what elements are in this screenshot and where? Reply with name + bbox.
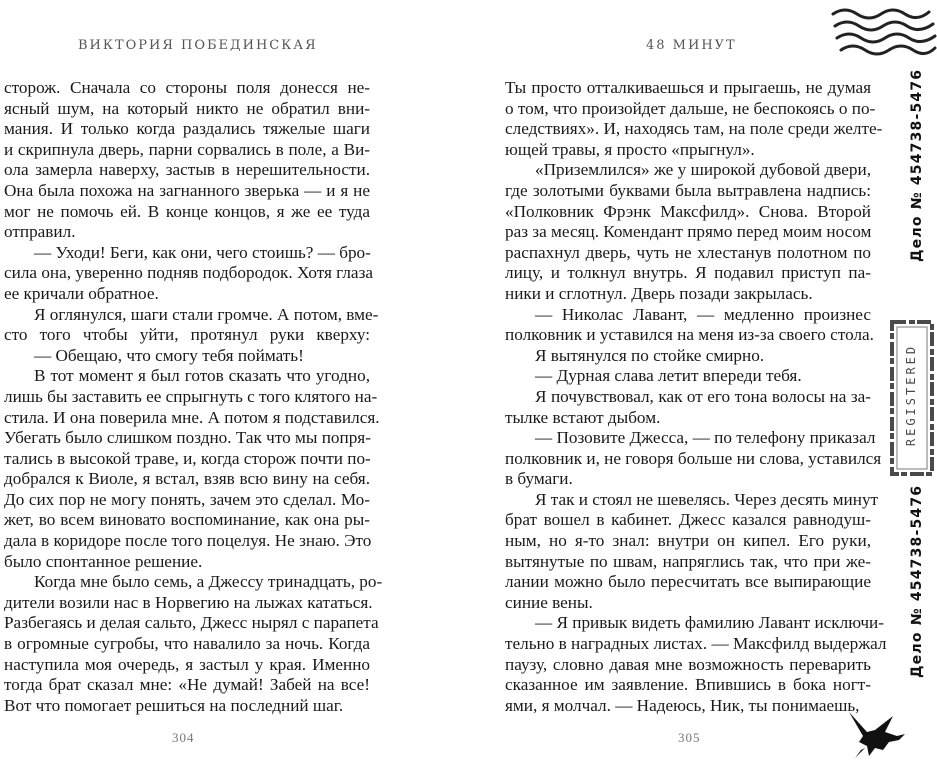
registered-stamp-text: REGISTERED: [904, 343, 918, 447]
text-line: жет, во всем виновато воспоминание, как она ры-: [4, 510, 370, 530]
case-number-label-top: Дело № 454738-5476: [909, 68, 925, 262]
text-line: — Я привык видеть фамилию Лавант исключи-: [535, 613, 884, 633]
text-line: полковник и уставился на меня из-за своего стола.: [505, 325, 874, 345]
text-line: добрался к Виоле, я встал, взяв всю вину на себя.: [4, 469, 370, 489]
text-line: где золотыми буквами была вытравлена надпись:: [505, 180, 871, 200]
left-page: [0, 0, 468, 765]
text-line: Когда мне было семь, а Джессу тринадцать, ро-: [34, 572, 383, 592]
left-body-text: [4, 78, 383, 716]
text-line: — Дурная слава летит впереди тебя.: [535, 366, 802, 386]
text-line: сто того чтобы уйти, протянул руки кверху:: [4, 325, 370, 345]
text-line: Ты просто отталкиваешься и прыгаешь, не думая: [505, 78, 871, 97]
text-line: распахнул дверь, чуть не хлестанув полотном по: [505, 242, 871, 262]
text-line: дители возили нас в Норвегию на лыжах кататься.: [4, 592, 373, 612]
text-line: — Позовите Джесса, — по телефону приказал: [535, 428, 876, 448]
text-line: «Полковник Фрэнк Максфилд». Снова. Второй: [505, 201, 871, 221]
text-line: тельно в наградных листах. — Максфилд выдержал: [505, 634, 887, 654]
page-number-left: 304: [172, 730, 195, 745]
text-line: лании можно было пересчитать все выпирающие: [505, 572, 871, 592]
text-line: ным, но я-то знал: внутри он кипел. Его руки,: [505, 531, 871, 551]
text-line: паузу, словно давая мне возможность переварить: [505, 654, 871, 674]
crow-icon: [845, 710, 907, 762]
text-line: Убегать было слишком поздно. Так что мы попря-: [4, 428, 371, 448]
text-line: мания. И только когда раздались тяжелые шаги: [4, 119, 370, 139]
text-line: ясный шум, на который никто не обратил вни-: [4, 98, 370, 118]
text-line: мог не помочь ей. В конце концов, я же ее туда: [4, 201, 370, 221]
right-page: [468, 0, 937, 765]
text-line: — Николас Лавант, — медленно произнес: [535, 304, 871, 324]
text-line: Вот что помогает решиться на последний шаг.: [4, 695, 344, 715]
case-number-label-bottom: Дело № 454738-5476: [909, 484, 925, 678]
text-line: ями, я молчал. — Надеюсь, Ник, ты понимаешь,: [505, 695, 860, 715]
text-line: ники и сглотнул. Дверь позади закрылась.: [505, 283, 813, 303]
text-line: ющей травы, я просто «прыгнул».: [505, 139, 755, 159]
right-body-text: [505, 78, 887, 716]
text-line: следствиях». И, находясь там, на поле среди желте-: [505, 119, 883, 139]
text-line: тались в высокой траве, и, когда сторож почти по-: [4, 448, 371, 468]
text-line: В тот момент я был готов сказать что угодно,: [34, 366, 370, 386]
text-line: наступила моя очередь, я застыл у края. Именно: [4, 654, 370, 674]
text-line: было спонтанное решение.: [4, 551, 203, 571]
text-line: сторож. Сначала со стороны поля донесся не-: [4, 78, 370, 97]
text-line: лицу, и толкнул внутрь. Я подавил приступ па-: [505, 263, 871, 283]
text-line: полковник и, не говоря больше ни слова, уставился: [505, 448, 882, 468]
text-line: ола замерла наверху, застыв в нерешительности.: [4, 160, 370, 180]
text-line: Я вытянулся по стойке смирно.: [535, 345, 765, 365]
text-line: раз за месяц. Комендант прямо перед моим носом: [505, 222, 872, 242]
text-line: Я так и стоял не шевелясь. Через десять минут: [535, 489, 879, 509]
text-line: — Уходи! Беги, как они, чего стоишь? — бро-: [34, 242, 371, 262]
text-line: — Обещаю, что смогу тебя поймать!: [34, 345, 304, 365]
text-line: сказанное им заявление. Впившись в бока ногт-: [505, 675, 871, 695]
page-number-right: 305: [678, 730, 701, 745]
running-head-author: ВИКТОРИЯ ПОБЕДИНСКАЯ: [78, 38, 318, 53]
text-line: До сих пор не могу понять, зачем это сделал. Мо-: [4, 489, 370, 509]
text-line: в огромные сугробы, что навалило за ночь. Когда: [4, 634, 370, 654]
text-line: отправил.: [4, 222, 76, 242]
text-line: Она была похожа на загнанного зверька — и я не: [4, 180, 370, 200]
text-line: тогда брат сказал мне: «Не думай! Забей на все!: [4, 675, 370, 695]
text-line: в бумаги.: [505, 469, 573, 489]
running-head-title: 48 МИНУТ: [646, 38, 737, 53]
text-line: Разбегаясь и делая сальто, Джесс нырял с парапета: [4, 613, 379, 633]
text-line: стила. И она поверила мне. А потом я подставился.: [4, 407, 380, 427]
text-line: «Приземлился» же у широкой дубовой двери,: [535, 160, 871, 180]
text-line: Я почувствовал, как от его тона волосы на за-: [535, 386, 871, 406]
text-line: вытянутые по швам, напряглись так, что при же-: [505, 551, 871, 571]
text-line: синие вены.: [505, 592, 593, 612]
text-line: брат вошел в кабинет. Джесс казался равнодуш-: [505, 510, 871, 530]
text-line: тылке встают дыбом.: [505, 407, 661, 427]
text-line: сила она, уверенно подняв подбородок. Хотя глаза: [4, 263, 373, 283]
text-line: лишь бы заставить ее спрыгнуть с того клятого на-: [4, 386, 378, 406]
text-line: и скрипнула дверь, парни сорвались в поле, а Ви-: [4, 139, 370, 159]
text-line: ее кричали обратное.: [4, 283, 159, 303]
text-line: о том, что произойдет дальше, не беспокоясь о по-: [505, 98, 876, 118]
text-line: Я оглянулся, шаги стали громче. А потом, вме-: [34, 304, 379, 324]
text-line: дала в коридоре после того поцелуя. Не знаю. Это: [4, 531, 372, 551]
